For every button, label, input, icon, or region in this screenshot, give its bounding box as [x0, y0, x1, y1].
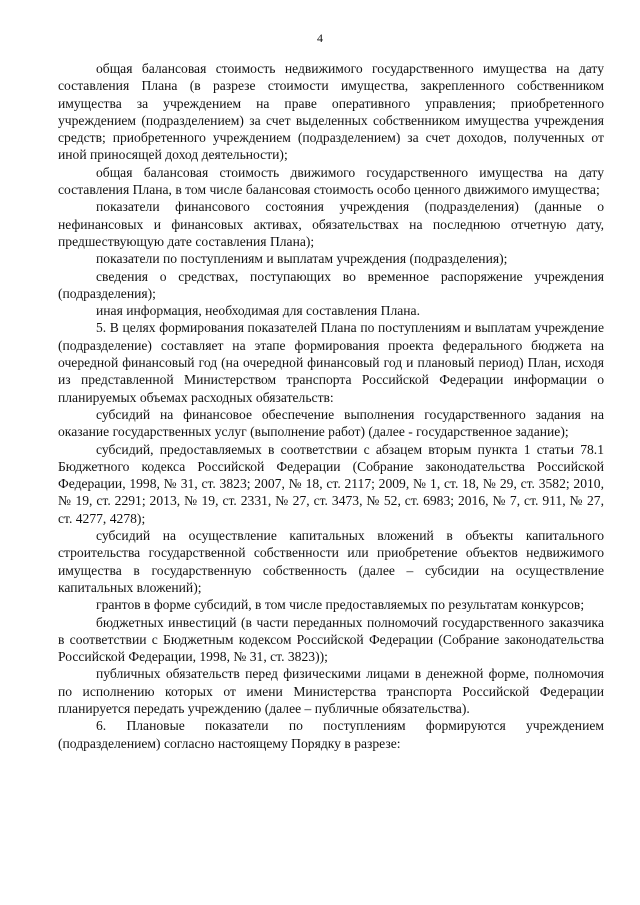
paragraph-receipts-payments-indicators: показатели по поступлениям и выплатам учреждения (подразделения); [96, 251, 508, 267]
paragraph-public-obligations: публичных обязательств перед физическими лицами в денежной форме, полномочия по исполнению которых от имени Министерства транспорта Российской Федерации планируется передать учреждению (далее – публичные обязательства). [58, 666, 604, 716]
paragraph-capital-investment-subsidies: субсидий на осуществление капитальных вложений в объекты капитального строительства государственной собственности или приобретение объектов недвижимого имущества в государственную собственность (далее – субсидии на осуществление капитальных вложений); [58, 528, 604, 595]
paragraph-state-task-subsidies: субсидий на финансовое обеспечение выполнения государственного задания на оказание государственных услуг (выполнение работ) (далее - государственное задание); [58, 406, 604, 440]
paragraph-financial-state-indicators: показатели финансового состояния учреждения (подразделения) (данные о нефинансовых и финансовых активах, обязательствах на последнюю отчетную дату, предшествующую дате составления Плана); [58, 199, 604, 249]
paragraph-item-6: 6. Плановые показатели по поступлениям формируются учреждением (подразделением) согласно настоящему Порядку в разрезе: [58, 718, 604, 751]
paragraph-other-information: иная информация, необходимая для составления Плана. [96, 303, 420, 319]
paragraph-article-78-1-subsidies: субсидий, предоставляемых в соответствии с абзацем вторым пункта 1 статьи 78.1 Бюджетного кодекса Российской Федерации (Собрание законодательства Российской Федерации, 1998, № 31, ст. 3823; 2007, № 18, ст. 2117; 2009, № 1, ст. 18, № 29, ст. 3582; 2010, № 19, ст. 2291; 2013, № 19, ст. 2331, № 27, ст. 3473, № 52, ст. 6983; 2016, № 7, ст. 911, № 27, ст. 4277, 4278); [58, 441, 604, 526]
paragraph-temporary-funds: сведения о средствах, поступающих во временное распоряжение учреждения (подразделения); [58, 268, 604, 301]
paragraph-movable-property-value: общая балансовая стоимость движимого государственного имущества на дату составления Плана, в том числе балансовая стоимость особо ценного движимого имущества; [58, 164, 604, 198]
paragraph-item-5: 5. В целях формирования показателей Плана по поступлениям и выплатам учреждение (подразделение) составляет на этапе формирования проекта федерального бюджета на очередной финансовый год (на очередной финансовый год и плановый период) План, исходя из представленной Министерством транспорта Российской Федерации информации о планируемых объемах расходных обязательств: [58, 320, 604, 405]
paragraph-budget-investments: бюджетных инвестиций (в части переданных полномочий государственного заказчика в соответствии с Бюджетным кодексом Российской Федерации (Собрание законодательства Российской Федерации, 1998, № 31, ст. 3823)); [58, 614, 604, 665]
paragraph-grants: грантов в форме субсидий, в том числе предоставляемых по результатам конкурсов; [96, 597, 585, 613]
paragraph-real-estate-value: общая балансовая стоимость недвижимого государственного имущества на дату составления Плана (в разрезе стоимости имущества, закрепленного собственником имущества за учреждением на праве оперативного управления; приобретенного учреждением (подразделением) за счет выделенных собственником имущества учреждения средств; приобретенного учреждением (подразделением) за счет доходов, полученных от иной приносящей доход деятельности); [58, 61, 604, 163]
document-body [58, 60, 604, 752]
page-number: 4 [317, 31, 323, 45]
